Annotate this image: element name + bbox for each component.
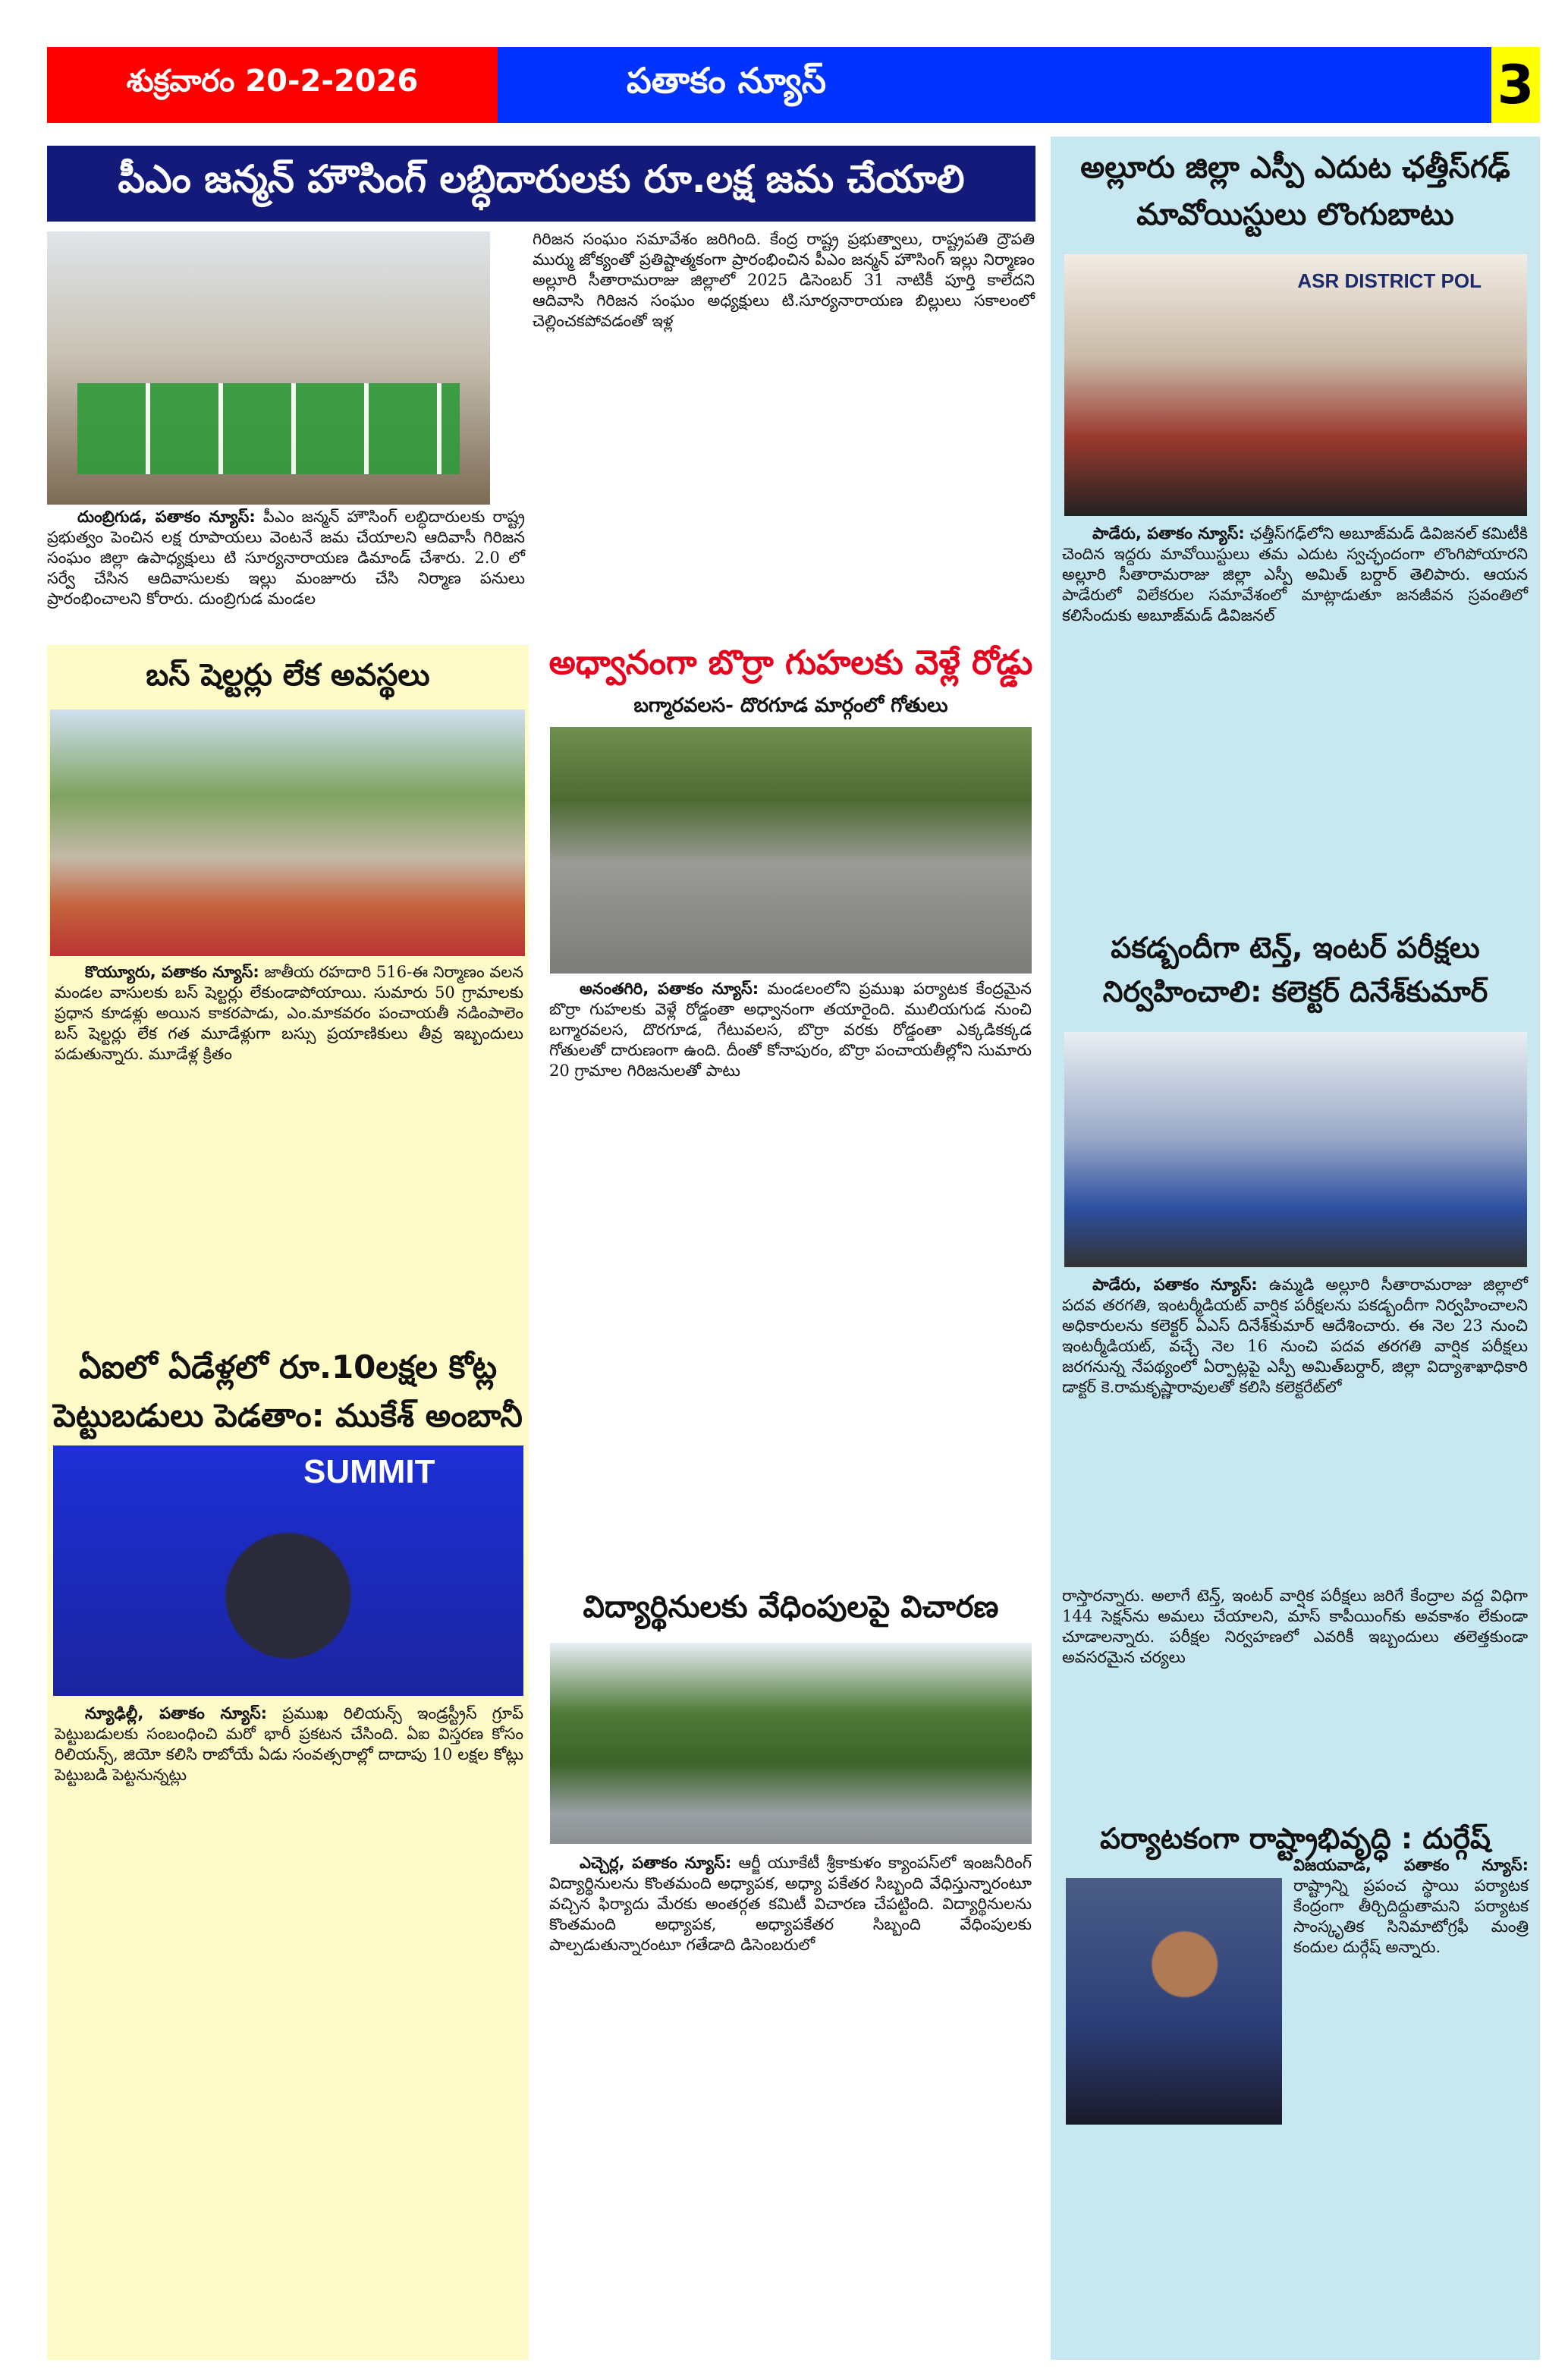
masthead-paper-name: పతాకం న్యూస్	[498, 47, 1491, 123]
borra-road-headline: అధ్వానంగా బొర్రా గుహలకు వెళ్లే రోడ్డు	[548, 643, 1033, 682]
ambani-photo-text: SUMMIT	[303, 1453, 435, 1490]
ambani-headline: ఏఐలో ఏడేళ్లలో రూ.10లక్షల కోట్ల పెట్టుబడులు పెడతాం: ముకేశ్ అంబానీ	[53, 1348, 523, 1434]
maoists-dateline: పాడేరు, పతాకం న్యూస్:	[1092, 524, 1245, 543]
exams-headline: పకడ్బందీగా టెన్త్, ఇంటర్ పరీక్షలు నిర్వహించాలి: కలెక్టర్ దినేశ్‌కుమార్	[1102, 931, 1488, 1008]
bus-shelter-dateline: కొయ్యూరు, పతాకం న్యూస్:	[85, 963, 259, 981]
harassment-lead: ఆర్జీ యూకేటీ శ్రీకాకుళం క్యాంపస్‌లో ఇంజనీరింగ్ విద్యార్థినులను కొంతమంది అధ్యాపక, అధ్యా పకేతర సిబ్బంది వేధిస్తున్నారంటూ వచ్చిన ఫిర్యాదు మేరకు అంతర్గత కమిటీ విచారణ చేపట్టింది. విద్యార్థినులను కొంతమంది అధ్యాపక, అధ్యాపకేతర సిబ్బంది వేధింపులకు పాల్పడుతున్నారంటూ గతేడాది డిసెంబరులో	[549, 1854, 1032, 1954]
maoists-headline: అల్లూరు జిల్లా ఎస్పీ ఎదుట ఛత్తీస్‌గఢ్ మావోయిస్టులు లొంగుబాటు	[1080, 150, 1510, 232]
tourism-headline: పర్యాటకంగా రాష్ట్రాభివృద్ధి : దుర్గేష్	[1100, 1822, 1491, 1855]
tourism-lead: రాష్ట్రాన్ని ప్రపంచ స్థాయి పర్యాటక కేంద్రంగా తీర్చిదిద్దుతామని పర్యాటక సాంస్కృతిక సినిమాటోగ్రఫీ మంత్రి కందుల దుర్గేష్ అన్నారు.	[1293, 1876, 1529, 1956]
maoists-photo	[1064, 254, 1527, 516]
borra-road-lead: మండలంలోని ప్రముఖ పర్యాటక కేంద్రమైన బొర్రా గుహలకు వెళ్లే రోడ్డంతా అధ్వానంగా తయారైంది. ములియగుడ నుంచి బగ్మారవలస, దొరగూడ, గేటువలస, బొర్రా వరకు రోడ్డంతా ఎక్కడికక్కడ గోతులతో దారుణంగా ఉంది. దీంతో కోనాపురం, బొర్రా పంచాయతీల్లోని సుమారు 20 గ్రామాల గిరిజనులతో పాటు	[549, 980, 1032, 1080]
housing-dateline: దుంబ్రిగుడ, పతాకం న్యూస్:	[77, 508, 256, 526]
page-number: 3	[1491, 47, 1540, 123]
borra-road-body	[549, 979, 1032, 1578]
exams-dateline: పాడేరు, పతాకం న్యూస్:	[1092, 1276, 1258, 1294]
bus-shelter-body	[55, 962, 523, 1334]
bus-shelter-photo	[50, 709, 525, 956]
harassment-dateline: ఎచ్చెర్ల, పతాకం న్యూస్:	[580, 1854, 732, 1872]
housing-body-col2: గిరిజన సంఘం సమావేశం జరిగింది. కేంద్ర రాష్ట్ర ప్రభుత్వాలు, రాష్ట్రపతి ద్రౌపతి ముర్ము జోక్యంతో ప్రతిష్టాత్మకంగా ప్రారంభించిన పీఎం జన్మన్ హౌసింగ్ ఇల్లు నిర్మాణం అల్లూరి సీతారామరాజు జిల్లాలో 2025 డిసెంబర్ 31 నాటికీ పూర్తి కాలేదని ఆదివాసి గిరిజన సంఘం అధ్యక్షులు టి.సూర్యనారాయణ బిల్లులు సకాలంలో చెల్లించకపోవడంతో ఇళ్ల	[533, 230, 1035, 330]
housing-photo	[47, 231, 490, 505]
bus-shelter-headline: బస్ షెల్టర్లు లేక అవస్థలు	[146, 658, 430, 693]
borra-road-subheadline: బగ్మారవలస- దొరగూడ మార్గంలో గోతులు	[633, 694, 948, 717]
harassment-headline: విద్యార్థినులకు వేధింపులపై విచారణ	[583, 1590, 999, 1625]
masthead-date: శుక్రవారం 20-2-2026	[47, 47, 498, 123]
exams-lead: ఉమ్మడి అల్లూరి సీతారామరాజు జిల్లాలో పదవ తరగతి, ఇంటర్మీడియట్ వార్షిక పరీక్షలను పకడ్బందీగా నిర్వహించాలని అధికారులను కలెక్టర్ ఏఎస్ దినేశ్‌కుమార్ ఆదేశించారు. ఈ నెల 23 నుంచి ఇంటర్మీడియట్, వచ్చే నెల 16 నుంచి పదవ తరగతి వార్షిక పరీక్షలు జరగనున్న నేపథ్యంలో ఏర్పాట్లపై ఎస్పీ అమిత్‌బర్దార్, జిల్లా విద్యాశాఖాధికారి డాక్టర్ కె.రామకృష్ణారావులతో కలిసి కలెక్టరేట్‌లో	[1062, 1276, 1528, 1396]
borra-road-dateline: అనంతగిరి, పతాకం న్యూస్:	[580, 980, 759, 998]
maoists-lead: ఛత్తీస్‌గఢ్‌లోని అబూజ్‌మడ్ డివిజనల్ కమిటీకి చెందిన ఇద్దరు మావోయిస్టులు తమ ఎదుట స్వచ్ఛందంగా లొంగిపోయారని అల్లూరి సీతారామరాజు జిల్లా ఎస్పీ అమిత్ బర్దార్ తెలిపారు. ఆయన పాడేరులో విలేకరుల సమావేశంలో మాట్లాడుతూ జనజీవన స్రవంతిలో కలిసేందుకు అబూజ్‌మడ్ డివిజనల్	[1062, 524, 1528, 624]
harassment-body	[549, 1853, 1032, 2354]
harassment-photo	[550, 1643, 1032, 1844]
maoists-photo-text: ASR DISTRICT POL	[1297, 269, 1482, 292]
ambani-body	[55, 1703, 523, 2348]
tourism-dateline: విజయవాడ, పతాకం న్యూస్:	[1293, 1856, 1529, 1874]
housing-body-col1	[47, 507, 525, 608]
tourism-body	[1293, 1855, 1529, 2128]
ambani-photo	[53, 1445, 523, 1696]
exams-body-excerpt: రాస్తారన్నారు. అలాగే టెన్త్, ఇంటర్ వార్షిక పరీక్షలు జరిగే కేంద్రాల వద్ద విధిగా 144 సెక్షన్‌ను అమలు చేయాలని, మాస్ కాపీయింగ్‌కు అవకాశం లేకుండా చూడాలన్నారు. పరీక్షల నిర్వహణలో ఎవరికీ ఇబ్బందులు తలెత్తకుండా అవసరమైన చర్యలు	[1062, 1587, 1528, 1666]
housing-headline: పీఎం జన్మన్ హౌసింగ్ లబ్ధిదారులకు రూ.లక్ష జమ చేయాలి	[47, 146, 1035, 222]
tourism-photo	[1066, 1878, 1282, 2125]
exams-body	[1062, 1275, 1528, 1586]
borra-road-photo	[550, 727, 1032, 974]
exams-photo	[1064, 1032, 1527, 1267]
maoists-body	[1062, 524, 1528, 911]
housing-lead: పీఎం జన్మన్ హౌసింగ్ లబ్ధిదారులకు రాష్ట్ర ప్రభుత్వం పెంచిన లక్ష రూపాయలు వెంటనే జమ చేయాలని ఆదివాసీ గిరిజన సంఘం జిల్లా ఉపాధ్యక్షులు టి సూర్యనారాయణ డిమాండ్ చేశారు. 2.0 లో సర్వే చేసిన ఆదివాసులకు ఇల్లు మంజూరు చేసి నిర్మాణ పనులు ప్రారంభించాలని కోరారు. దుంబ్రిగుడ మండల	[47, 508, 525, 608]
ambani-dateline: న్యూఢిల్లీ, పతాకం న్యూస్:	[85, 1704, 268, 1722]
ambani-lead: ప్రముఖ రిలియన్స్ ఇండ్రస్ట్రీస్ గ్రూప్ పెట్టుబడులకు సంబంధించి మరో భారీ ప్రకటన చేసింది. ఏఐ విస్తరణ కోసం రిలియన్స్, జియో కలిసి రాబోయే ఏడు సంవత్సరాల్లో దాదాపు 10 లక్షల కోట్లు పెట్టుబడి పెట్టనున్నట్లు	[55, 1704, 524, 1784]
bus-shelter-lead: జాతీయ రహదారి 516-ఈ నిర్మాణం వలన మండల వాసులకు బస్ షెల్టర్లు లేకుండాపోయాయి. సుమారు 50 గ్రామాలకు ప్రధాన కూడళ్లు అయిన కాకరపాడు, ఎం.మాకవరం పంచాయతీ నడింపాలెం బస్ షెల్టర్లు లేక గత మూడేళ్లుగా బస్సు ప్రయాణికులు తీవ్ర ఇబ్బందులు పడుతున్నారు. మూడేళ్ల క్రితం	[55, 963, 523, 1063]
